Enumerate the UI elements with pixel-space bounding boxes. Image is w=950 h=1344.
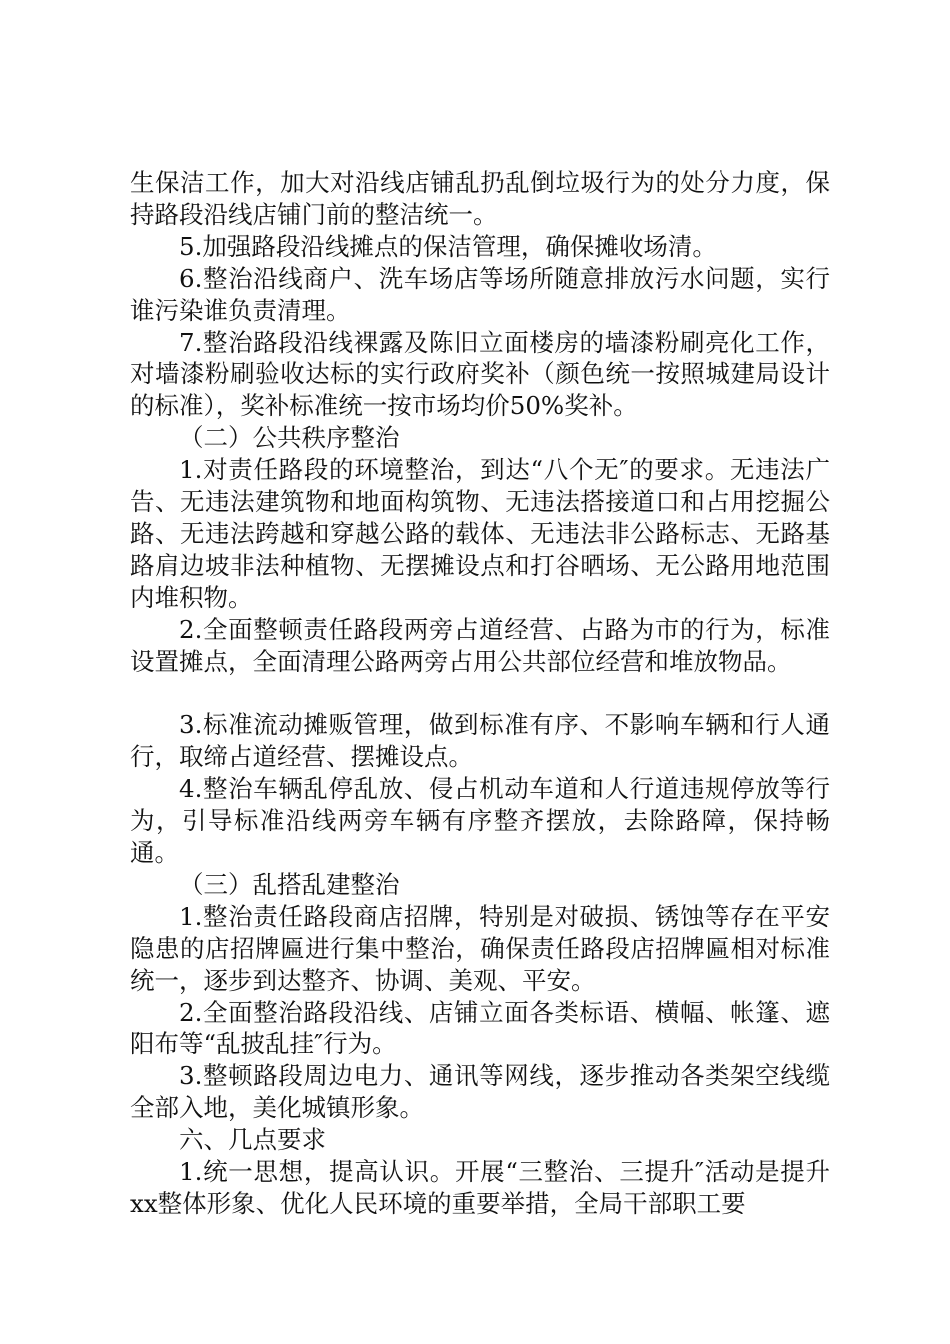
paragraph-item-7: 7.整治路段沿线裸露及陈旧立面楼房的墙漆粉刷亮化工作，对墙漆粉刷验收达标的实行政府奖补（颜色统一按照城建局设计的标准），奖补标准统一按市场均价50%奖补。 [130, 327, 830, 421]
paragraph-requirements-1: 1.统一思想，提高认识。开展“三整治、三提升″活动是提升xx整体形象、优化人民环境的重要举措，全局干部职工要 [130, 1157, 830, 1218]
paragraph-construction-1: 1.整治责任路段商店招牌，特别是对破损、锈蚀等存在平安隐患的店招牌匾进行集中整治，确保责任路段店招牌匾相对标准统一，逐步到达整齐、协调、美观、平安。 [130, 901, 830, 995]
blank-line [130, 678, 830, 710]
document-body [130, 167, 830, 1220]
paragraph-construction-2: 2.全面整治路段沿线、店铺立面各类标语、横幅、帐篷、遮阳布等“乱披乱挂″行为。 [130, 997, 830, 1059]
section-heading-illegal-construction: （三）乱搭乱建整治 [179, 869, 400, 899]
paragraph-continued: 生保洁工作，加大对沿线店铺乱扔乱倒垃圾行为的处分力度，保持路段沿线店铺门前的整洁统一。 [130, 168, 830, 229]
paragraph-construction-3: 3.整顿路段周边电力、通讯等网线，逐步推动各类架空线缆全部入地，美化城镇形象。 [130, 1061, 830, 1123]
paragraph-public-order-3: 3.标准流动摊贩管理，做到标准有序、不影响车辆和行人通行，取缔占道经营、摆摊设点。 [130, 710, 830, 772]
paragraph-item-5: 5.加强路段沿线摊点的保洁管理，确保摊收场清。 [179, 231, 717, 261]
section-heading-public-order: （二）公共秩序整治 [179, 423, 400, 453]
paragraph-public-order-1: 1.对责任路段的环境整治，到达“八个无″的要求。无违法广告、无违法建筑物和地面构筑物、无违法搭接道口和占用挖掘公路、无违法跨越和穿越公路的载体、无违法非公路标志、无路基路肩边坡非法种植物、无摆摊设点和打谷晒场、无公路用地范围内堆积物。 [130, 455, 830, 612]
section-heading-requirements: 六、几点要求 [179, 1125, 326, 1155]
paragraph-item-6: 6.整治沿线商户、洗车场店等场所随意排放污水问题，实行谁污染谁负责清理。 [130, 263, 830, 325]
paragraph-public-order-2: 2.全面整顿责任路段两旁占道经营、占路为市的行为，标准设置摊点，全面清理公路两旁占用公共部位经营和堆放物品。 [130, 614, 830, 676]
paragraph-public-order-4: 4.整治车辆乱停乱放、侵占机动车道和人行道违规停放等行为，引导标准沿线两旁车辆有序整齐摆放，去除路障，保持畅通。 [130, 774, 830, 868]
